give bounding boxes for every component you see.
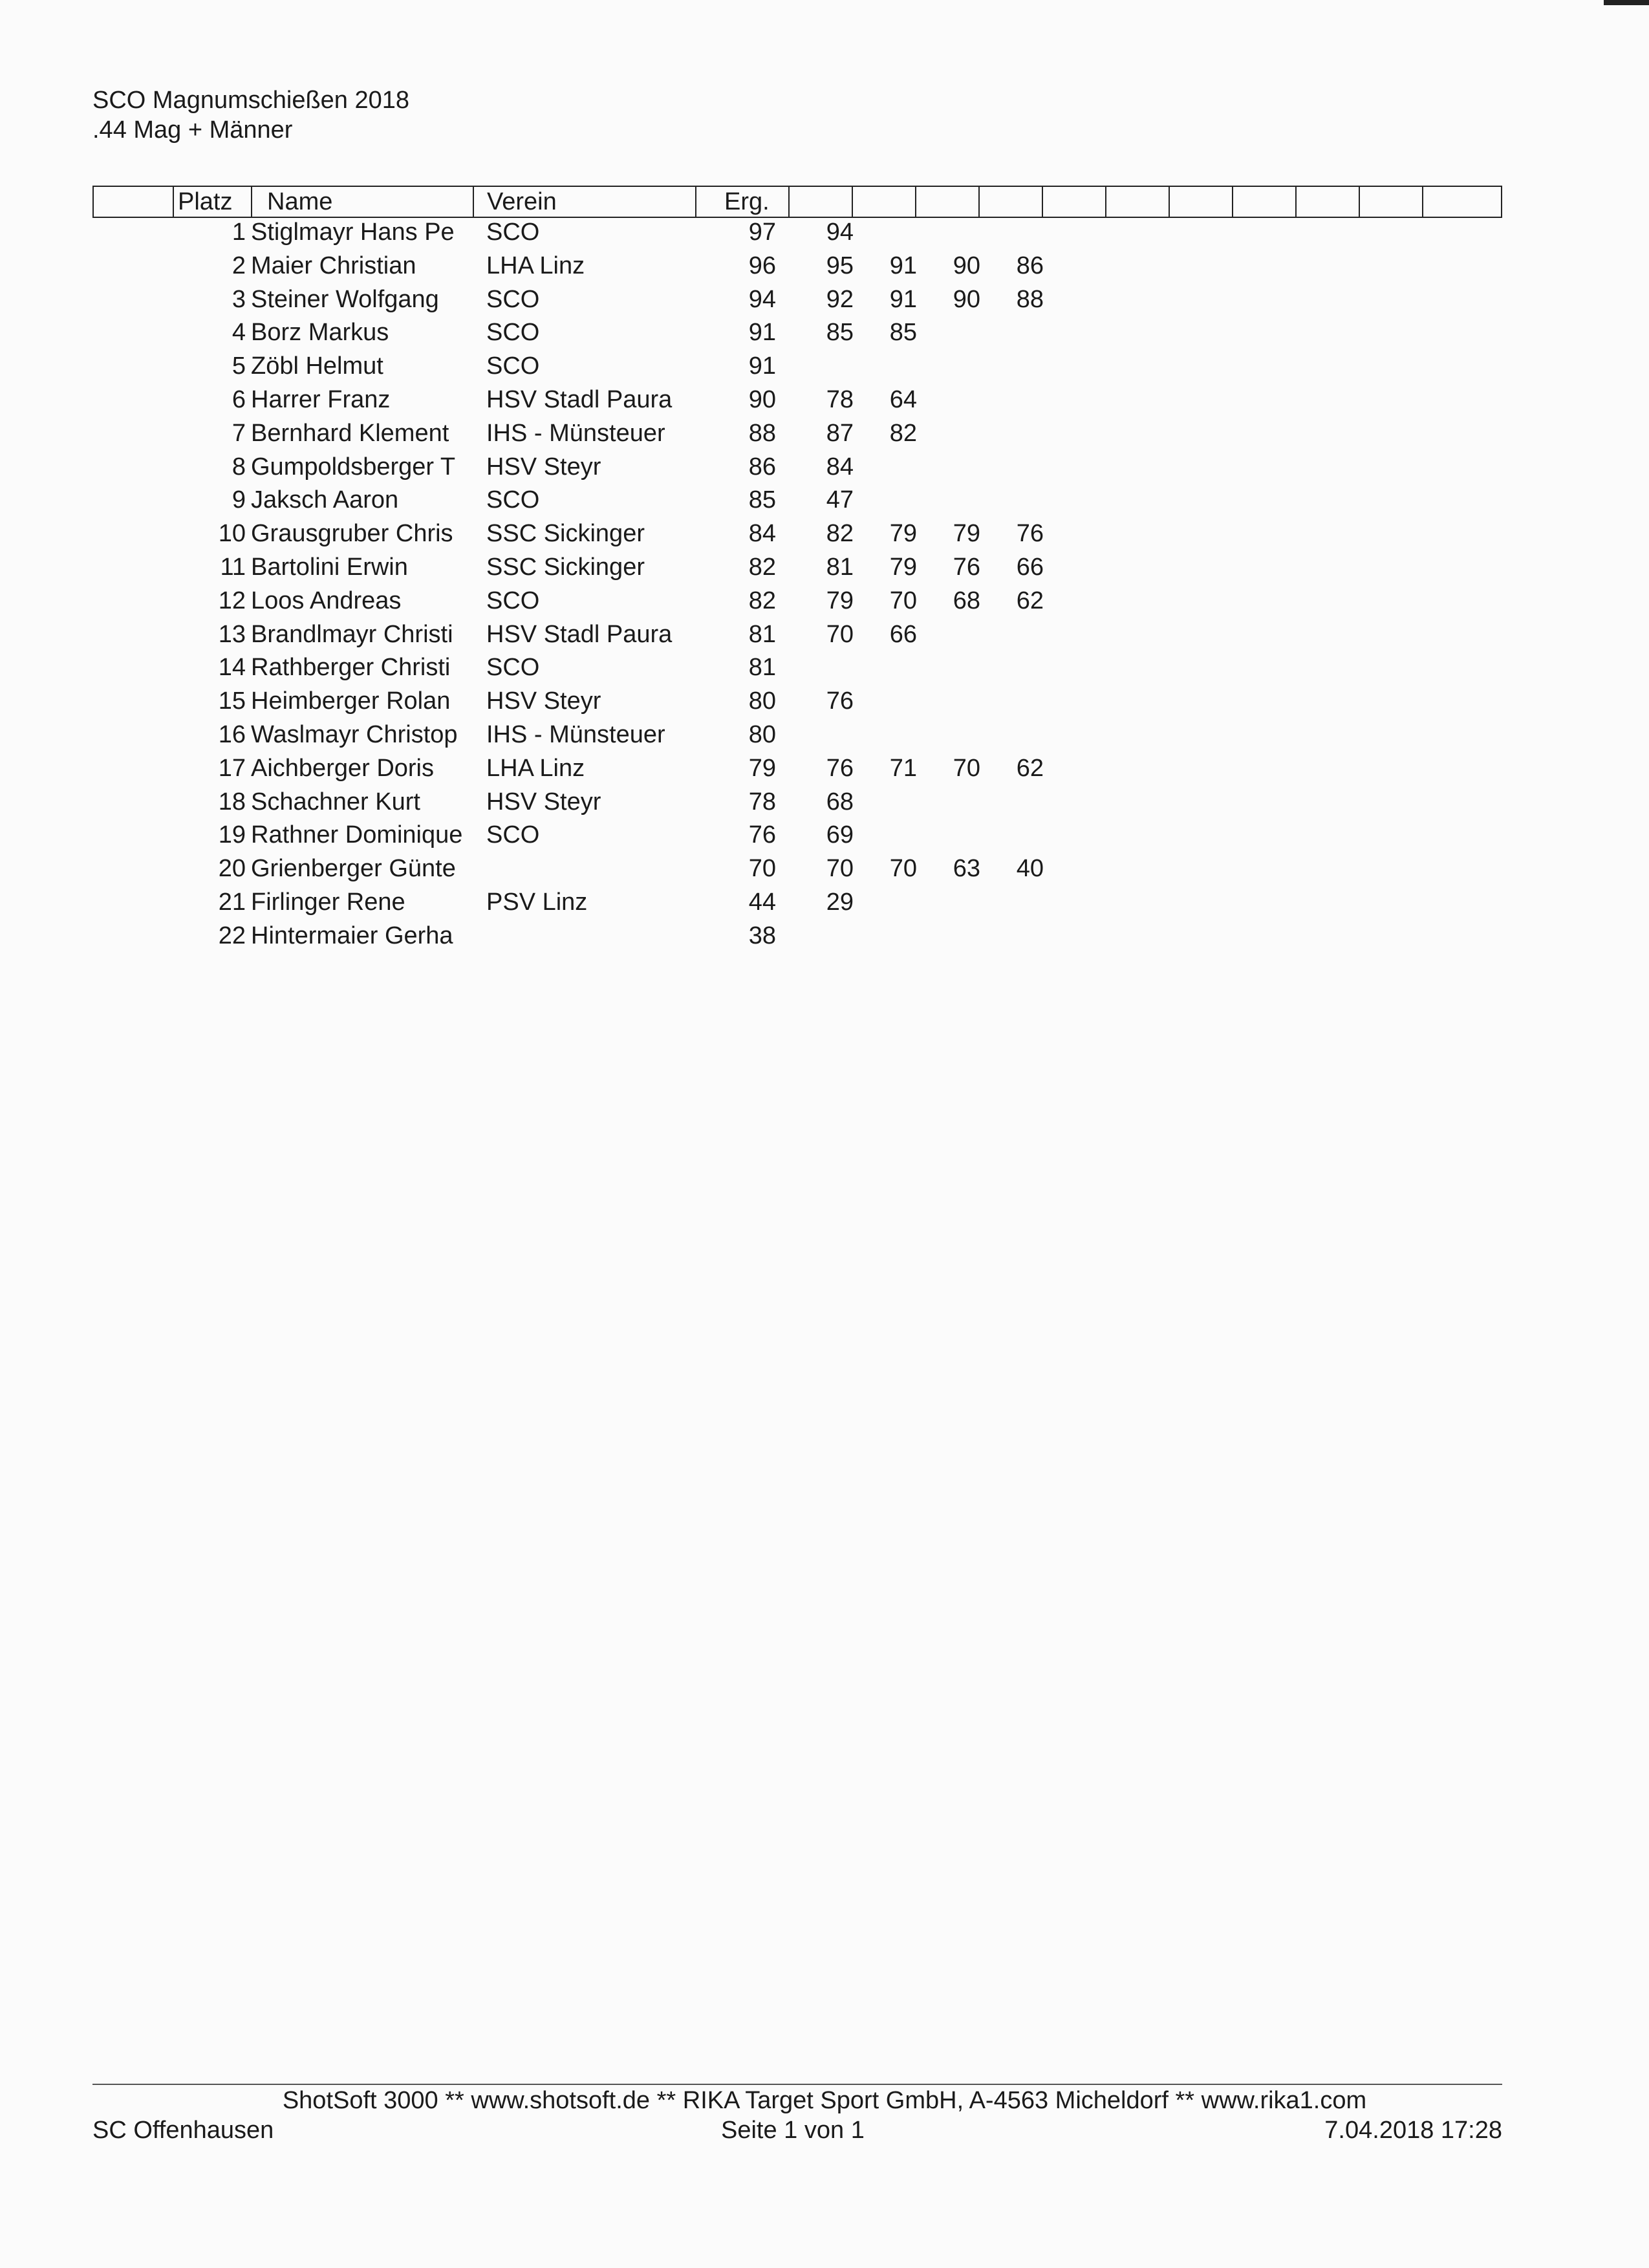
footer-timestamp: 7.04.2018 17:28 xyxy=(1324,2117,1502,2144)
result-cell: 88 xyxy=(748,419,776,447)
score-cell: 90 xyxy=(953,285,980,313)
name-cell: Harrer Franz xyxy=(251,386,391,413)
rank-cell: 3 xyxy=(232,285,246,313)
name-cell: Stiglmayr Hans Pe xyxy=(251,219,455,246)
result-cell: 38 xyxy=(748,922,776,949)
score-cell: 76 xyxy=(1016,520,1044,548)
score-cell: 91 xyxy=(889,252,917,279)
score-cell: 90 xyxy=(953,252,980,279)
header-divider xyxy=(978,187,980,217)
rank-cell: 15 xyxy=(218,687,246,715)
club-cell: SSC Sickinger xyxy=(486,520,645,548)
club-cell: IHS - Münsteuer xyxy=(486,419,665,447)
score-cell: 66 xyxy=(1016,554,1044,581)
name-cell: Schachner Kurt xyxy=(251,788,420,815)
club-cell: SCO xyxy=(486,587,540,614)
score-cell: 64 xyxy=(889,386,917,413)
footer-club: SC Offenhausen xyxy=(92,2117,274,2144)
result-cell: 44 xyxy=(748,889,776,916)
name-cell: Brandlmayr Christi xyxy=(251,620,453,648)
document-subtitle: .44 Mag + Männer xyxy=(92,116,293,144)
result-cell: 78 xyxy=(748,788,776,815)
table-row xyxy=(0,584,1649,618)
score-cell: 91 xyxy=(889,285,917,313)
rank-cell: 14 xyxy=(218,654,246,682)
header-platz: Platz xyxy=(178,188,233,215)
header-divider xyxy=(695,187,696,217)
score-cell: 70 xyxy=(826,855,854,883)
score-cell: 79 xyxy=(889,520,917,548)
result-cell: 85 xyxy=(748,486,776,514)
rank-cell: 1 xyxy=(232,219,246,246)
name-cell: Bernhard Klement xyxy=(251,419,449,447)
score-cell: 70 xyxy=(889,587,917,614)
score-cell: 70 xyxy=(826,620,854,648)
score-cell: 85 xyxy=(826,319,854,347)
footer-credit: ShotSoft 3000 ** www.shotsoft.de ** RIKA Target Sport GmbH, A-4563 Micheldorf ** www.rika1.com xyxy=(282,2087,1367,2114)
rank-cell: 21 xyxy=(218,889,246,916)
name-cell: Borz Markus xyxy=(251,319,389,347)
club-cell: HSV Stadl Paura xyxy=(486,386,673,413)
header-name: Name xyxy=(267,188,333,215)
score-cell: 68 xyxy=(826,788,854,815)
name-cell: Maier Christian xyxy=(251,252,416,279)
result-cell: 70 xyxy=(748,855,776,883)
score-cell: 62 xyxy=(1016,754,1044,782)
header-divider xyxy=(1422,187,1423,217)
header-verein: Verein xyxy=(487,188,557,215)
score-cell: 79 xyxy=(826,587,854,614)
result-cell: 96 xyxy=(748,252,776,279)
table-row xyxy=(0,450,1649,484)
score-cell: 79 xyxy=(889,554,917,581)
table-row xyxy=(0,651,1649,684)
name-cell: Grausgruber Chris xyxy=(251,520,453,548)
table-row xyxy=(0,316,1649,349)
score-cell: 63 xyxy=(953,855,980,883)
result-cell: 91 xyxy=(748,319,776,347)
club-cell: SSC Sickinger xyxy=(486,554,645,581)
rank-cell: 8 xyxy=(232,453,246,481)
name-cell: Firlinger Rene xyxy=(251,889,405,916)
name-cell: Rathberger Christi xyxy=(251,654,451,682)
result-cell: 94 xyxy=(748,285,776,313)
rank-cell: 10 xyxy=(218,520,246,548)
table-row xyxy=(0,283,1649,316)
rank-cell: 13 xyxy=(218,620,246,648)
header-erg: Erg. xyxy=(724,188,770,215)
result-cell: 81 xyxy=(748,654,776,682)
rank-cell: 18 xyxy=(218,788,246,815)
table-row xyxy=(0,751,1649,785)
score-cell: 76 xyxy=(953,554,980,581)
club-cell: SCO xyxy=(486,285,540,313)
score-cell: 76 xyxy=(826,687,854,715)
score-cell: 92 xyxy=(826,285,854,313)
header-divider xyxy=(1105,187,1106,217)
table-row xyxy=(0,919,1649,953)
club-cell: IHS - Münsteuer xyxy=(486,721,665,748)
score-cell: 70 xyxy=(889,855,917,883)
name-cell: Loos Andreas xyxy=(251,587,402,614)
result-cell: 84 xyxy=(748,520,776,548)
header-divider xyxy=(915,187,916,217)
club-cell: LHA Linz xyxy=(486,252,585,279)
result-cell: 97 xyxy=(748,219,776,246)
header-divider xyxy=(788,187,790,217)
result-cell: 82 xyxy=(748,587,776,614)
header-divider xyxy=(1295,187,1297,217)
table-row xyxy=(0,618,1649,651)
table-row xyxy=(0,684,1649,718)
score-cell: 66 xyxy=(889,620,917,648)
rank-cell: 6 xyxy=(232,386,246,413)
club-cell: SCO xyxy=(486,486,540,514)
table-row xyxy=(0,818,1649,852)
name-cell: Bartolini Erwin xyxy=(251,554,408,581)
result-cell: 80 xyxy=(748,721,776,748)
score-cell: 70 xyxy=(953,754,980,782)
result-cell: 86 xyxy=(748,453,776,481)
score-cell: 82 xyxy=(889,419,917,447)
table-row xyxy=(0,517,1649,550)
club-cell: SCO xyxy=(486,319,540,347)
result-cell: 81 xyxy=(748,620,776,648)
score-cell: 85 xyxy=(889,319,917,347)
club-cell: HSV Steyr xyxy=(486,687,601,715)
name-cell: Gumpoldsberger T xyxy=(251,453,456,481)
score-cell: 95 xyxy=(826,252,854,279)
rank-cell: 12 xyxy=(218,587,246,614)
header-divider xyxy=(251,187,252,217)
result-cell: 79 xyxy=(748,754,776,782)
score-cell: 79 xyxy=(953,520,980,548)
header-divider xyxy=(473,187,474,217)
club-cell: SCO xyxy=(486,654,540,682)
score-cell: 94 xyxy=(826,219,854,246)
score-cell: 82 xyxy=(826,520,854,548)
rank-cell: 2 xyxy=(232,252,246,279)
document-title: SCO Magnumschießen 2018 xyxy=(92,87,410,114)
table-row xyxy=(0,785,1649,819)
header-divider xyxy=(1232,187,1233,217)
rank-cell: 20 xyxy=(218,855,246,883)
score-cell: 68 xyxy=(953,587,980,614)
table-row xyxy=(0,249,1649,283)
table-row xyxy=(0,383,1649,416)
rank-cell: 16 xyxy=(218,721,246,748)
club-cell: HSV Stadl Paura xyxy=(486,620,673,648)
name-cell: Hintermaier Gerha xyxy=(251,922,453,949)
table-row xyxy=(0,349,1649,383)
club-cell: SCO xyxy=(486,821,540,849)
score-cell: 29 xyxy=(826,889,854,916)
table-row xyxy=(0,483,1649,517)
result-cell: 80 xyxy=(748,687,776,715)
header-divider xyxy=(1042,187,1043,217)
score-cell: 78 xyxy=(826,386,854,413)
score-cell: 71 xyxy=(889,754,917,782)
table-row xyxy=(0,550,1649,584)
scan-corner-mark xyxy=(1604,0,1649,5)
table-row xyxy=(0,885,1649,919)
score-cell: 47 xyxy=(826,486,854,514)
rank-cell: 19 xyxy=(218,821,246,849)
score-cell: 76 xyxy=(826,754,854,782)
table-row xyxy=(0,718,1649,751)
name-cell: Waslmayr Christop xyxy=(251,721,458,748)
score-cell: 62 xyxy=(1016,587,1044,614)
table-header xyxy=(92,186,1502,218)
club-cell: PSV Linz xyxy=(486,889,588,916)
score-cell: 86 xyxy=(1016,252,1044,279)
table-row xyxy=(0,416,1649,450)
name-cell: Zöbl Helmut xyxy=(251,352,383,380)
club-cell: LHA Linz xyxy=(486,754,585,782)
header-divider xyxy=(173,187,174,217)
rank-cell: 11 xyxy=(220,554,246,581)
table-row xyxy=(0,852,1649,885)
club-cell: SCO xyxy=(486,219,540,246)
rank-cell: 17 xyxy=(218,754,246,782)
name-cell: Jaksch Aaron xyxy=(251,486,399,514)
result-cell: 76 xyxy=(748,821,776,849)
score-cell: 87 xyxy=(826,419,854,447)
table-row xyxy=(0,215,1649,249)
rank-cell: 22 xyxy=(218,922,246,949)
result-cell: 90 xyxy=(748,386,776,413)
name-cell: Grienberger Günte xyxy=(251,855,456,883)
name-cell: Aichberger Doris xyxy=(251,754,434,782)
rank-cell: 5 xyxy=(232,352,246,380)
header-divider xyxy=(1169,187,1170,217)
score-cell: 69 xyxy=(826,821,854,849)
result-cell: 91 xyxy=(748,352,776,380)
header-divider xyxy=(1359,187,1360,217)
rank-cell: 4 xyxy=(232,319,246,347)
rank-cell: 7 xyxy=(232,419,246,447)
name-cell: Heimberger Rolan xyxy=(251,687,451,715)
score-cell: 40 xyxy=(1016,855,1044,883)
name-cell: Steiner Wolfgang xyxy=(251,285,439,313)
footer-page-number: Seite 1 von 1 xyxy=(721,2117,865,2144)
club-cell: SCO xyxy=(486,352,540,380)
result-cell: 82 xyxy=(748,554,776,581)
score-cell: 84 xyxy=(826,453,854,481)
score-cell: 88 xyxy=(1016,285,1044,313)
name-cell: Rathner Dominique xyxy=(251,821,463,849)
rank-cell: 9 xyxy=(232,486,246,514)
club-cell: HSV Steyr xyxy=(486,788,601,815)
header-divider xyxy=(852,187,853,217)
score-cell: 81 xyxy=(826,554,854,581)
club-cell: HSV Steyr xyxy=(486,453,601,481)
